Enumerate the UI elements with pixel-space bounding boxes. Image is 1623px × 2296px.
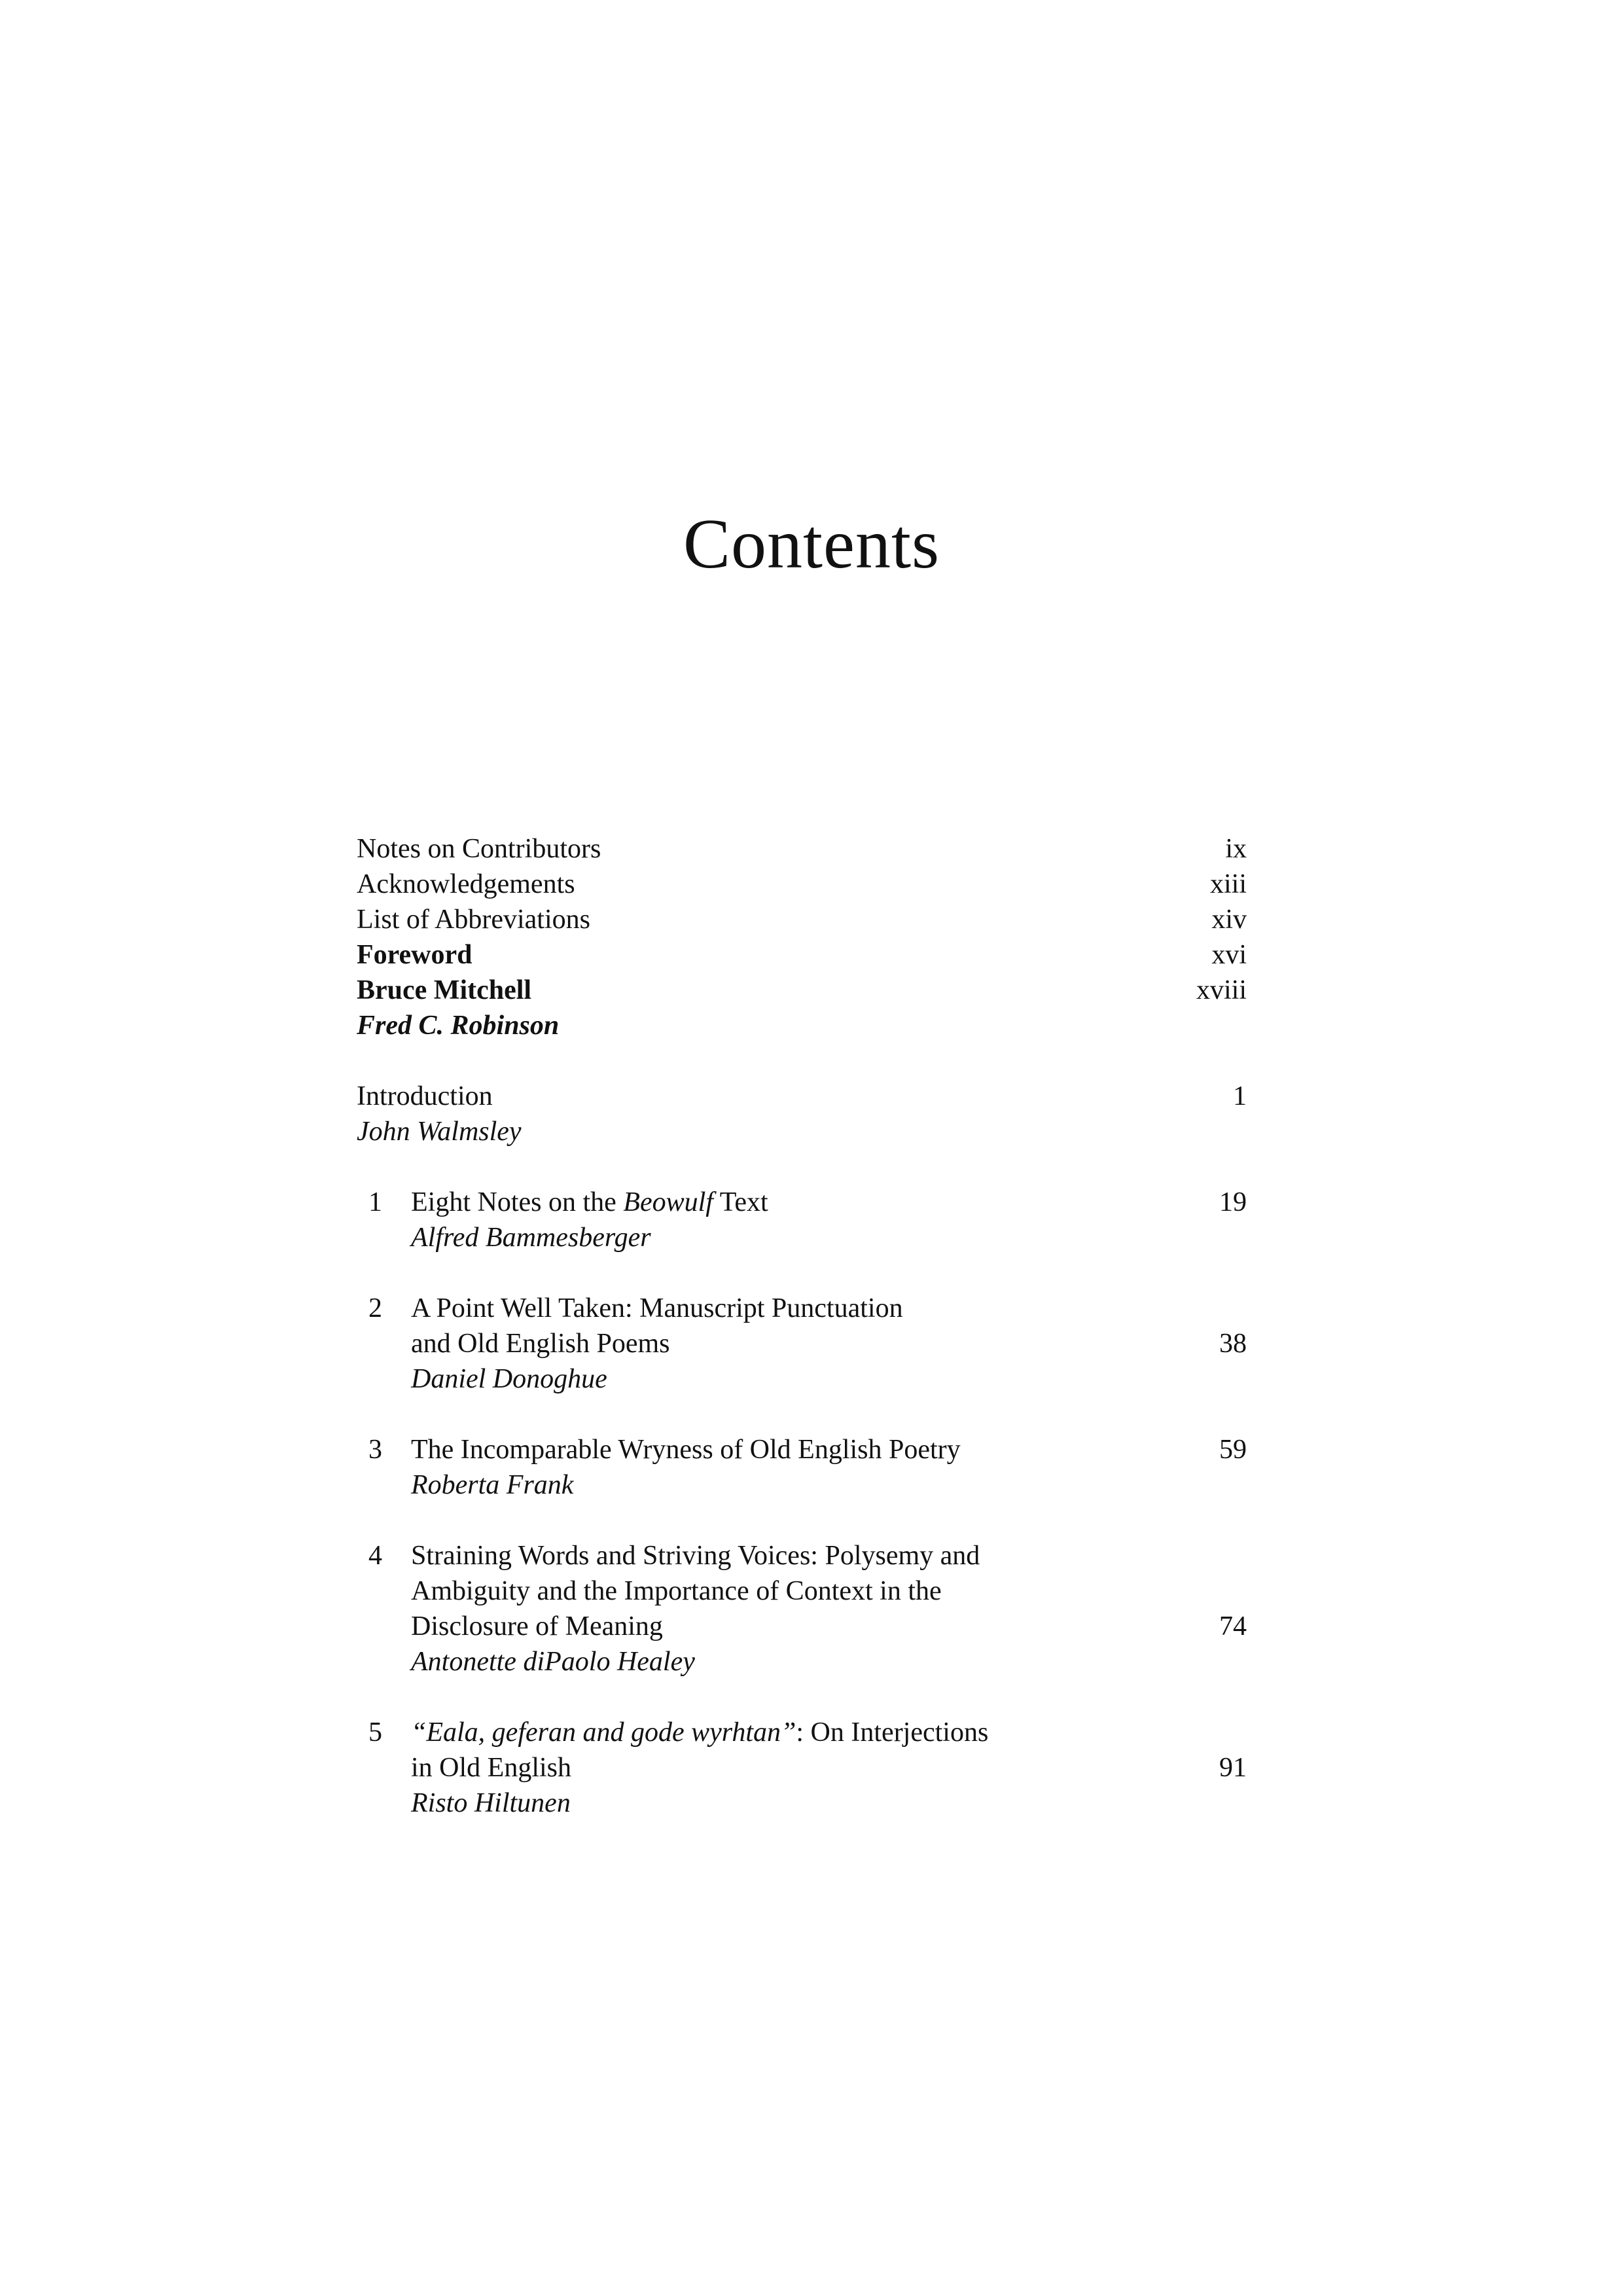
chapter-title-line (357, 1750, 1247, 1785)
page-number: 1 (1233, 1081, 1247, 1111)
page-number: 38 (1219, 1329, 1247, 1359)
chapter-number: 4 (368, 1541, 382, 1571)
toc-entry-introduction[interactable] (357, 1079, 1247, 1114)
page-title: Contents (683, 505, 940, 583)
author-name: Risto Hiltunen (411, 1788, 571, 1818)
author-name: Roberta Frank (411, 1470, 574, 1500)
chapter-number: 1 (368, 1187, 382, 1217)
entry-author (357, 1114, 1247, 1149)
entry-label: List of Abbreviations (357, 905, 590, 935)
entry-label: Acknowledgements (357, 869, 575, 899)
toc-entry-chapter-5[interactable] (357, 1715, 1247, 1750)
chapter-title-line (357, 1573, 1247, 1609)
chapter-number: 2 (368, 1293, 382, 1323)
author-name: John Walmsley (357, 1117, 522, 1147)
title-text: Text (713, 1187, 768, 1217)
toc-entry-list-of-abbreviations[interactable] (357, 902, 1247, 937)
chapter-title-line (357, 1326, 1247, 1361)
page-number: xiv (1211, 905, 1247, 935)
spacer (357, 1679, 1247, 1715)
entry-author (357, 1220, 1247, 1255)
page-number: 74 (1219, 1611, 1247, 1641)
chapter-title: and Old English Poems (411, 1329, 670, 1359)
toc-entry-chapter-4[interactable] (357, 1538, 1247, 1573)
toc-entry-bruce-mitchell[interactable] (357, 973, 1247, 1008)
title-text: : On Interjections (796, 1717, 989, 1748)
entry-author (357, 1785, 1247, 1821)
title-italic-text: Beowulf (623, 1187, 713, 1217)
page-number: ix (1225, 834, 1247, 864)
entry-author (357, 1467, 1247, 1503)
spacer (357, 1255, 1247, 1291)
chapter-title: The Incomparable Wryness of Old English Poetry (411, 1435, 961, 1465)
chapter-number: 3 (368, 1435, 382, 1465)
author-name: Antonette diPaolo Healey (411, 1647, 695, 1677)
toc-entry-chapter-1[interactable] (357, 1185, 1247, 1220)
toc-entry-acknowledgements[interactable] (357, 867, 1247, 902)
entry-label: Foreword (357, 940, 473, 970)
chapter-number: 5 (368, 1717, 382, 1748)
spacer (357, 1503, 1247, 1538)
page-number: 19 (1219, 1187, 1247, 1217)
entry-label: Bruce Mitchell (357, 975, 532, 1005)
page-number: 59 (1219, 1435, 1247, 1465)
entry-author (357, 1644, 1247, 1679)
toc-entry-foreword[interactable] (357, 937, 1247, 973)
entry-label: Fred C. Robinson (357, 1011, 560, 1041)
page-number: xiii (1209, 869, 1247, 899)
author-name: Alfred Bammesberger (411, 1223, 651, 1253)
title-text: Eight Notes on the (411, 1187, 624, 1217)
chapter-title: Ambiguity and the Importance of Context in the (411, 1576, 942, 1606)
toc-entry-chapter-3[interactable] (357, 1432, 1247, 1467)
spacer (357, 1397, 1247, 1432)
chapter-title: Straining Words and Striving Voices: Polysemy and (411, 1541, 980, 1571)
spacer (357, 1043, 1247, 1079)
chapter-title: in Old English (411, 1753, 572, 1783)
chapter-title-line (357, 1609, 1247, 1644)
chapter-title: A Point Well Taken: Manuscript Punctuation (411, 1293, 903, 1323)
page-number: 91 (1219, 1753, 1247, 1783)
table-of-contents (357, 831, 1247, 1821)
title-italic-text: “Eala, geferan and gode wyrhtan” (411, 1717, 796, 1748)
toc-entry-notes-on-contributors[interactable] (357, 831, 1247, 867)
page-number: xvi (1211, 940, 1247, 970)
entry-author (357, 1361, 1247, 1397)
entry-label: Introduction (357, 1081, 493, 1111)
page-number: xviii (1196, 975, 1247, 1005)
entry-label: Notes on Contributors (357, 834, 601, 864)
chapter-title: Disclosure of Meaning (411, 1611, 663, 1641)
author-name: Daniel Donoghue (411, 1364, 607, 1394)
spacer (357, 1149, 1247, 1185)
chapter-title (357, 1717, 988, 1748)
toc-entry-chapter-2[interactable] (357, 1291, 1247, 1326)
chapter-title (357, 1187, 768, 1217)
toc-entry-fred-robinson (357, 1008, 1247, 1043)
